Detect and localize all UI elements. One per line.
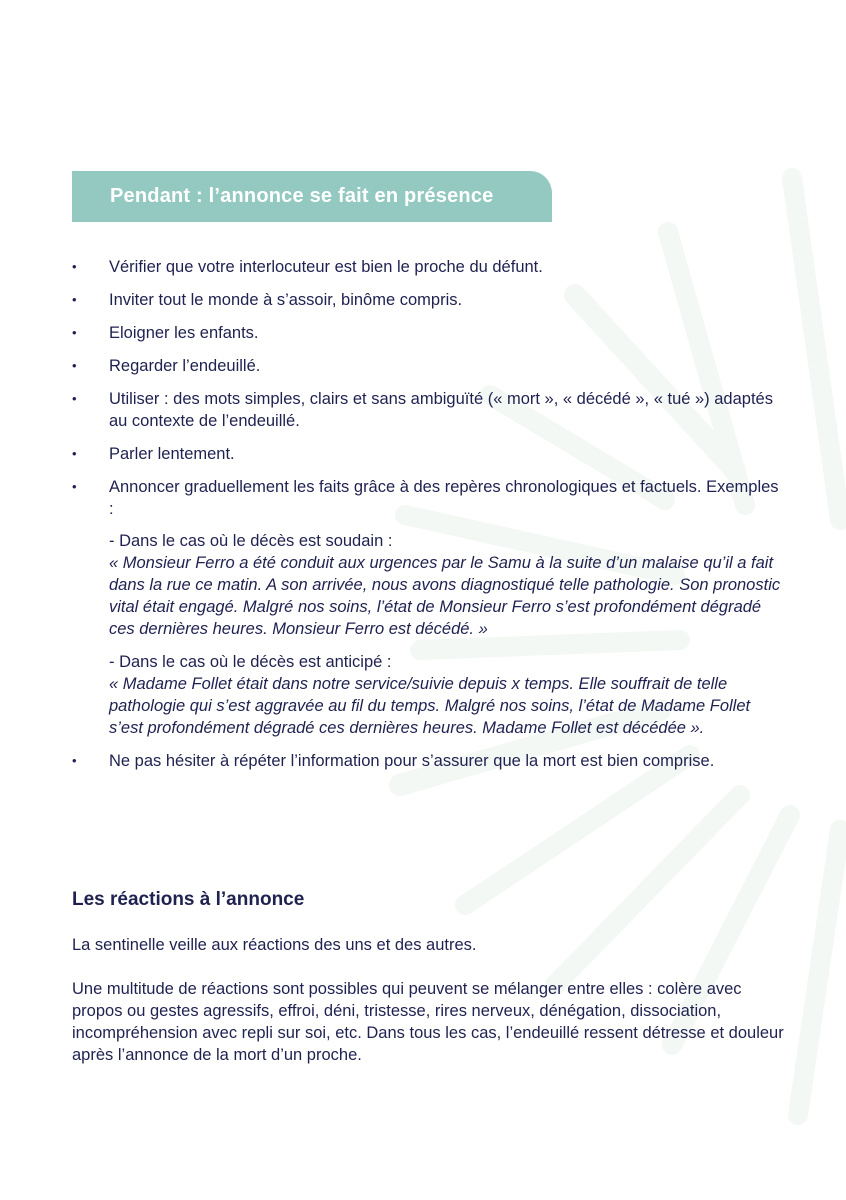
example-intro: - Dans le cas où le décès est anticipé : bbox=[109, 653, 392, 671]
list-item: • Regarder l’endeuillé. bbox=[72, 355, 782, 377]
example-anticipated-death bbox=[109, 651, 782, 739]
list-item: • Eloigner les enfants. bbox=[72, 322, 782, 344]
example-quote: « Monsieur Ferro a été conduit aux urgences par le Samu à la suite d’un malaise qu’il a fait dans la rue ce matin. A son arrivée, nous avons diagnostiqué telle pathologie. Son pronostic vital était engagé. Malgré nos soins, l’état de Monsieur Ferro s’est profondément dégradé ces dernières heures. Monsieur Ferro est décédé. » bbox=[109, 554, 781, 638]
guidelines-list bbox=[72, 256, 782, 783]
section-banner bbox=[72, 171, 552, 222]
list-item: • Ne pas hésiter à répéter l’information pour s’assurer que la mort est bien comprise. bbox=[72, 750, 782, 772]
list-item: • Vérifier que votre interlocuteur est bien le proche du défunt. bbox=[72, 256, 782, 278]
list-item: • Annoncer graduellement les faits grâce à des repères chronologiques et factuels. Exemples : - Dans le cas où le décès est soudain : « Monsieur Ferro a été conduit aux urgences par le Samu à la suite d’un malaise qu’il a fait dans la rue ce matin. A son arrivée, nous avons diagnostiqué telle pathologie. Son pronostic vital était engagé. Malgré nos soins, l’état de Monsieur Ferro s’est profondément dégradé ces dernières heures. Monsieur Ferro est décédé. » - Dans le cas où le décès est anticipé : « Madame Follet était dans notre service/suivie depuis x temps. Elle souffrait de telle pathologie qui s’est aggravée au fil du temps. Malgré nos soins, l’état de Madame Follet s’est profondément dégradé ces dernières heures. Madame Follet est décédée ». bbox=[72, 476, 782, 739]
example-sudden-death bbox=[109, 530, 782, 640]
list-item: • Utiliser : des mots simples, clairs et sans ambiguïté (« mort », « décédé », « tué ») adaptés au contexte de l’endeuillé. bbox=[72, 388, 782, 432]
list-item: • Parler lentement. bbox=[72, 443, 782, 465]
paragraph: Une multitude de réactions sont possibles qui peuvent se mélanger entre elles : colère avec propos ou gestes agressifs, effroi, déni, tristesse, rires nerveux, dénégation, dissociation, incompréhension avec repli sur soi, etc. Dans tous les cas, l’endeuillé ressent détresse et douleur après l’annonce de la mort d’un proche. bbox=[72, 980, 784, 1064]
paragraph: La sentinelle veille aux réactions des uns et des autres. bbox=[72, 936, 477, 954]
list-item: • Inviter tout le monde à s’assoir, binôme compris. bbox=[72, 289, 782, 311]
example-quote: « Madame Follet était dans notre service/suivie depuis x temps. Elle souffrait de telle pathologie qui s’est aggravée au fil du temps. Malgré nos soins, l’état de Madame Follet s’est profondément dégradé ces dernières heures. Madame Follet est décédée ». bbox=[109, 675, 751, 737]
section-title: Les réactions à l’annonce bbox=[72, 889, 305, 910]
banner-title: Pendant : l’annonce se fait en présence bbox=[110, 185, 494, 207]
example-intro: - Dans le cas où le décès est soudain : bbox=[109, 532, 393, 550]
